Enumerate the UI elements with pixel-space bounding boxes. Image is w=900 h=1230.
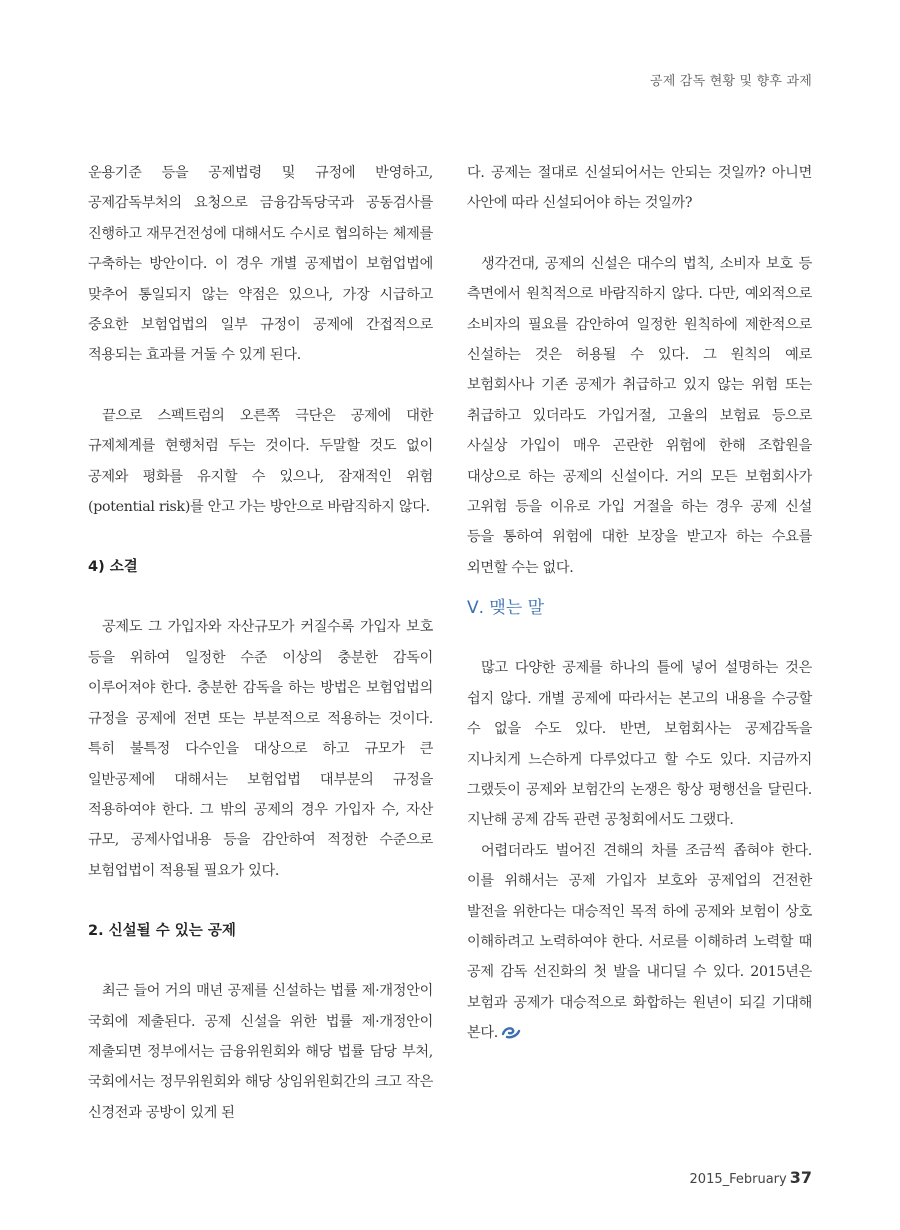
running-header: 공제 감독 현황 및 향후 과제 (650, 74, 812, 89)
body-paragraph: 생각건대, 공제의 신설은 대수의 법칙, 소비자 보호 등 측면에서 원칙적으로 바람직하지 않다. 다만, 예외적으로 소비자의 필요를 감안하여 일정한 원칙하에 제한적으로 신설하는 것은 허용될 수 있다. 그 원칙의 예로 보험회사나 기존 공제가 취급하고 있지 않는 위험 또는 취급하고 있더라도 가입거절, 고율의 보험료 등으로 사실상 가입이 매우 곤란한 위험에 한해 조합원을 대상으로 하는 공제의 신설이다. 거의 모든 보험회사가 고위험 등을 이유로 가입 거절을 하는 경우 공제 신설 등을 통하여 위험에 대한 보장을 받고자 하는 수요를 외면할 수는 없다. (467, 255, 812, 576)
end-of-article-swirl-icon (501, 1025, 521, 1039)
closing-paragraph-text: 어렵더라도 벌어진 견해의 차를 조금씩 좁혀야 한다. 이를 위해서는 공제 가입자 보호와 공제업의 건전한 발전을 위한다는 대승적인 목적 하에 공제와 보험이 상호 이해하려고 노력하여야 한다. 서로를 이해하려 노력할 때 공제 감독 선진화의 첫 발을 내디딜 수 있다. 2015년은 보험과 공제가 대승적으로 화합하는 원년이 되길 기대해 본다. (467, 842, 812, 1042)
body-paragraph: 최근 들어 거의 매년 공제를 신설하는 법률 제·개정안이 국회에 제출된다. 공제 신설을 위한 법률 제·개정안이 제출되면 정부에서는 금융위원회와 해당 법률 담당 부처, 국회에서는 정무위원회와 해당 상임위원회간의 크고 작은 신경전과 공방이 있게 된 (88, 983, 433, 1121)
issue-label: 2015_February (689, 1172, 787, 1187)
left-column (88, 158, 433, 1128)
page-footer (690, 1168, 812, 1187)
section-heading-new-mutual-aid: 2. 신설될 수 있는 공제 (88, 923, 236, 940)
body-paragraph: 다. 공제는 절대로 신설되어서는 안되는 것일까? 아니면 사안에 따라 신설되어야 하는 것일까? (467, 165, 812, 212)
body-paragraph: 공제도 그 가입자와 자산규모가 커질수록 가입자 보호 등을 위하여 일정한 수준 이상의 충분한 감독이 이루어져야 한다. 충분한 감독을 하는 방법은 보험업법의 규정을 공제에 전면 또는 부분적으로 적용하는 것이다. 특히 불특정 다수인을 대상으로 하고 규모가 큰 일반공제에 대해서는 보험업법 대부분의 규정을 적용하여야 한다. 그 밖의 공제의 경우 가입자 수, 자산 규모, 공제사업내용 등을 감안하여 적정한 수준으로 보험업법이 적용될 필요가 있다. (88, 619, 433, 879)
section-heading-conclusion: 4) 소결 (88, 559, 138, 576)
chapter-heading-closing: Ⅴ. 맺는 말 (467, 598, 545, 619)
right-column (467, 158, 812, 1049)
page-number: 37 (789, 1168, 812, 1187)
body-paragraph: 운용기준 등을 공제법령 및 규정에 반영하고, 공제감독부처의 요청으로 금융감독당국과 공동검사를 진행하고 재무건전성에 대해서도 수시로 협의하는 체제를 구축하는 방안이다. 이 경우 개별 공제법이 보험업법에 맞추어 통일되지 않는 약점은 있으나, 가장 시급하고 중요한 보험업법의 일부 규정이 공제에 간접적으로 적용되는 효과를 거둘 수 있게 된다. (88, 165, 433, 364)
body-paragraph (467, 836, 812, 1049)
body-paragraph: 많고 다양한 공제를 하나의 틀에 넣어 설명하는 것은 쉽지 않다. 개별 공제에 따라서는 본고의 내용을 수긍할 수 없을 수도 있다. 반면, 보험회사는 공제감독을 지나치게 느슨하게 다루었다고 할 수도 있다. 지금까지 그랬듯이 공제와 보험간의 논쟁은 항상 평행선을 달린다. 지난해 공제 감독 관련 공청회에서도 그랬다. (467, 660, 812, 829)
body-paragraph: 끝으로 스펙트럼의 오른쪽 극단은 공제에 대한 규제체계를 현행처럼 두는 것이다. 두말할 것도 없이 공제와 평화를 유지할 수 있으나, 잠재적인 위험(potential risk)를 안고 가는 방안으로 바람직하지 않다. (88, 407, 433, 516)
